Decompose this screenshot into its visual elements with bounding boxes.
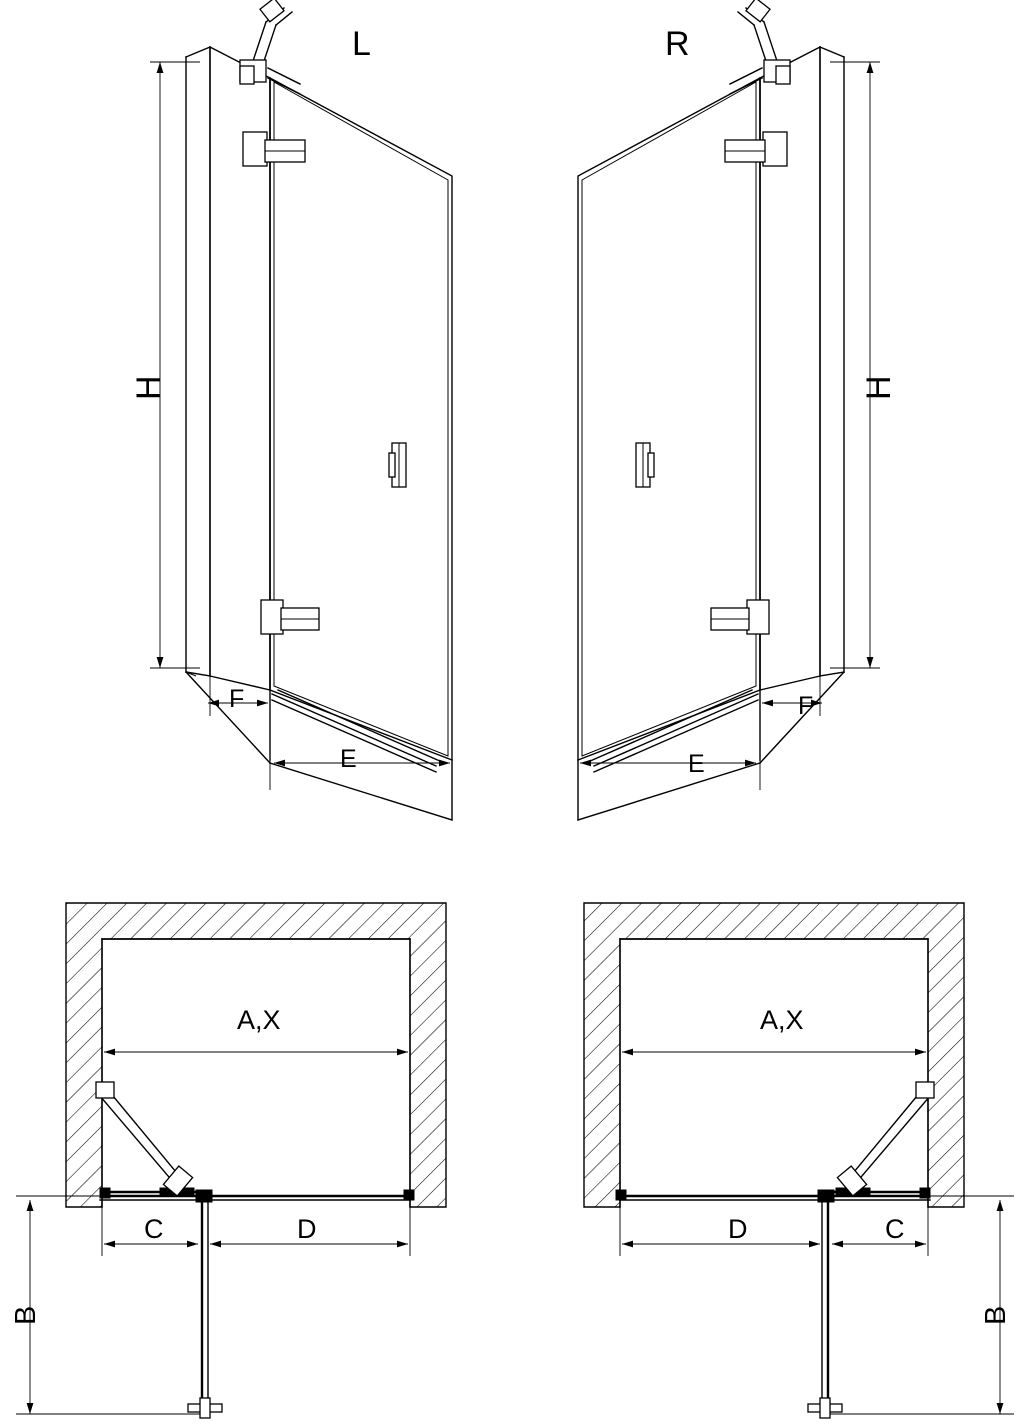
label-fixed-left: F [229,685,245,713]
label-depth-plan-right: B [980,1305,1012,1325]
label-fixed-right: F [798,692,814,720]
elevation-right-group [578,0,880,820]
label-height-right: H [860,375,898,400]
plan-left-group [16,903,446,1418]
label-plan-left-segment-d: D [297,1214,317,1244]
label-plan-right-segment-d: D [728,1214,748,1244]
elevation-left-group [150,0,452,820]
label-handing-right: R [665,25,690,63]
label-door-right: E [688,750,705,778]
label-depth-plan-left: B [10,1305,42,1325]
label-height-left: H [130,375,168,400]
label-plan-right-segment-c: C [885,1214,905,1244]
label-handing-left: L [352,25,371,63]
label-width-plan-right: A,X [760,1005,804,1035]
plan-right-group [584,903,1014,1418]
label-door-left: E [340,745,357,773]
label-plan-left-segment-c: C [144,1214,164,1244]
label-width-plan-left: A,X [237,1005,281,1035]
